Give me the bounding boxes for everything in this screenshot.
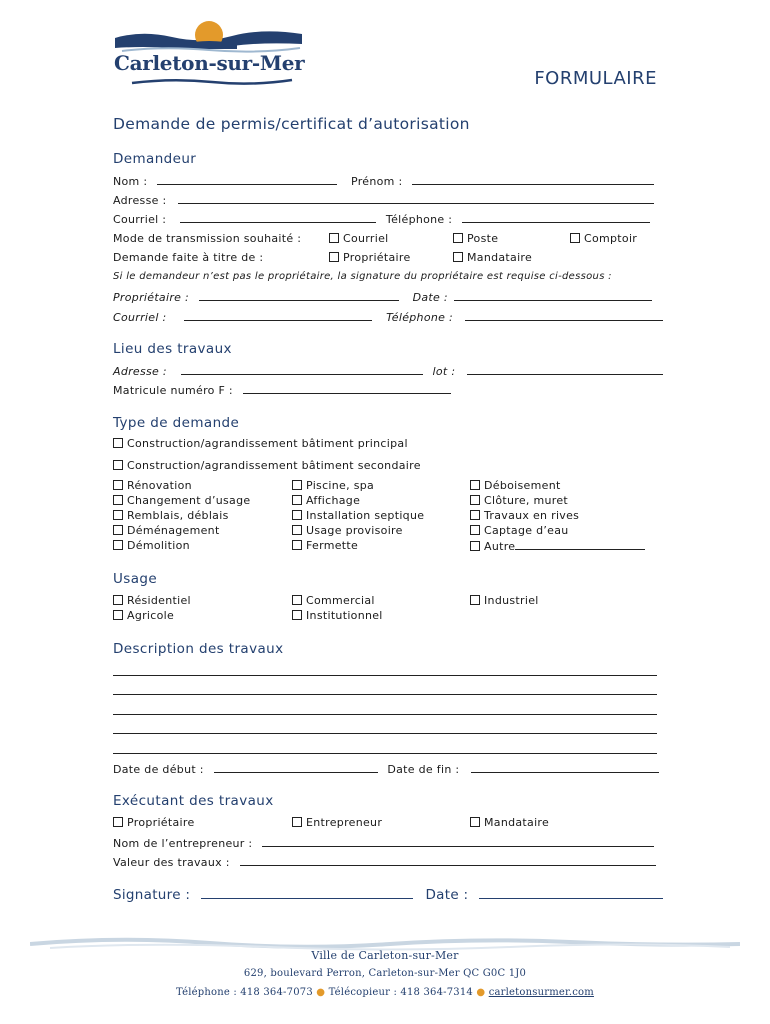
telephone-label: Téléphone :: [386, 311, 453, 324]
proprietaire-label: Propriétaire :: [113, 291, 190, 304]
logo: [112, 18, 307, 88]
checkbox-item[interactable]: [470, 494, 645, 509]
checkbox-item[interactable]: [292, 479, 424, 494]
courriel-label: Courriel :: [113, 213, 167, 226]
proprietaire-date-row: [113, 290, 652, 304]
checkbox-icon: [292, 817, 302, 827]
lieu-adresse-label: Adresse :: [113, 365, 167, 378]
date-field[interactable]: [454, 290, 652, 301]
prenom-field[interactable]: [412, 174, 654, 185]
footer-website-link[interactable]: carletonsurmer.com: [488, 987, 594, 998]
checkbox-label: Construction/agrandissement bâtiment secondaire: [127, 459, 421, 472]
checkbox-label: Courriel: [343, 232, 389, 245]
lot-label: lot :: [432, 365, 456, 378]
checkbox-executant-entrepreneur[interactable]: [292, 816, 382, 829]
checkbox-icon: [113, 525, 123, 535]
dates-row: [113, 762, 659, 776]
section-heading-executant: Exécutant des travaux: [113, 793, 274, 809]
description-line[interactable]: [113, 733, 657, 734]
entrepreneur-label: Nom de l’entrepreneur :: [113, 837, 253, 850]
checkbox-label: Remblais, déblais: [127, 509, 229, 522]
checkbox-label: Usage provisoire: [306, 524, 403, 537]
form-label: FORMULAIRE: [534, 68, 657, 89]
date-fin-field[interactable]: [471, 762, 659, 773]
entrepreneur-row: [113, 836, 654, 850]
checkbox-label: Captage d’eau: [484, 524, 569, 537]
section-heading-type: Type de demande: [113, 415, 240, 431]
checkbox-icon: [470, 495, 480, 505]
footer-fax: Télécopieur : 418 364-7314: [328, 987, 473, 998]
checkbox-mode-comptoir[interactable]: [570, 232, 637, 245]
checkbox-label: Propriétaire: [127, 816, 195, 829]
signature-label: Signature :: [113, 887, 191, 903]
type-column-1: [113, 479, 250, 554]
checkbox-label: Poste: [467, 232, 499, 245]
checkbox-icon: [113, 595, 123, 605]
checkbox-icon: [292, 510, 302, 520]
footer-contact: [0, 987, 770, 998]
checkbox-label: Déboisement: [484, 479, 561, 492]
checkbox-item[interactable]: [470, 479, 645, 494]
checkbox-label: Propriétaire: [343, 251, 411, 264]
telephone-field[interactable]: [462, 212, 650, 223]
matricule-label: Matricule numéro F :: [113, 384, 233, 397]
owner-signature-note: Si le demandeur n’est pas le propriétaire, la signature du propriétaire est requise ci-dessous :: [113, 271, 612, 282]
nom-prenom-row: [113, 174, 654, 188]
checkbox-construction-secondaire[interactable]: [113, 459, 421, 472]
section-heading-lieu: Lieu des travaux: [113, 341, 232, 357]
section-heading-usage: Usage: [113, 571, 158, 587]
courriel-field[interactable]: [180, 212, 376, 223]
checkbox-item[interactable]: [113, 609, 191, 624]
adresse-field[interactable]: [178, 193, 654, 204]
checkbox-executant-mandataire[interactable]: [470, 816, 549, 829]
checkbox-executant-proprietaire[interactable]: [113, 816, 195, 829]
courriel-telephone-row: [113, 212, 650, 226]
usage-column-2: [292, 594, 383, 624]
mode-label: Mode de transmission souhaité :: [113, 232, 302, 245]
courriel-telephone-owner-row: [113, 310, 663, 324]
signature-row: [113, 887, 663, 903]
checkbox-label: Mandataire: [467, 251, 533, 264]
checkbox-item[interactable]: [470, 594, 539, 609]
checkbox-item[interactable]: [292, 539, 424, 554]
autre-field[interactable]: [515, 539, 645, 550]
adresse-label: Adresse :: [113, 194, 167, 207]
checkbox-icon: [470, 525, 480, 535]
checkbox-item[interactable]: [470, 539, 645, 554]
checkbox-label: Clôture, muret: [484, 494, 569, 507]
checkbox-icon: [470, 480, 480, 490]
checkbox-icon: [329, 252, 339, 262]
usage-column-3: [470, 594, 539, 609]
checkbox-label: Résidentiel: [127, 594, 191, 607]
checkbox-icon: [470, 817, 480, 827]
valeur-label: Valeur des travaux :: [113, 856, 230, 869]
checkbox-label: Industriel: [484, 594, 539, 607]
checkbox-icon: [292, 525, 302, 535]
entrepreneur-field[interactable]: [262, 836, 654, 847]
description-line[interactable]: [113, 753, 657, 754]
checkbox-item[interactable]: [113, 494, 250, 509]
checkbox-construction-principal[interactable]: [113, 437, 408, 450]
checkbox-mode-poste[interactable]: [453, 232, 498, 245]
checkbox-label: Déménagement: [127, 524, 220, 537]
section-heading-description: Description des travaux: [113, 641, 284, 657]
checkbox-label: Commercial: [306, 594, 375, 607]
valeur-row: [113, 855, 656, 869]
checkbox-icon: [329, 233, 339, 243]
bullet-icon: ●: [316, 987, 329, 998]
checkbox-label: Construction/agrandissement bâtiment principal: [127, 437, 408, 450]
matricule-field[interactable]: [243, 383, 451, 394]
date-debut-label: Date de début :: [113, 763, 204, 776]
checkbox-label: Fermette: [306, 539, 359, 552]
checkbox-titre-mandataire[interactable]: [453, 251, 532, 264]
checkbox-icon: [470, 510, 480, 520]
checkbox-icon: [292, 495, 302, 505]
checkbox-icon: [453, 252, 463, 262]
description-line[interactable]: [113, 675, 657, 676]
date-fin-label: Date de fin :: [387, 763, 460, 776]
checkbox-item[interactable]: [113, 479, 250, 494]
checkbox-item[interactable]: [292, 594, 383, 609]
checkbox-icon: [113, 510, 123, 520]
checkbox-icon: [292, 595, 302, 605]
adresse-row: [113, 193, 654, 207]
lot-field[interactable]: [467, 364, 663, 375]
nom-label: Nom :: [113, 175, 148, 188]
page-title: Demande de permis/certificat d’autorisation: [113, 115, 470, 133]
checkbox-icon: [113, 460, 123, 470]
courriel-owner-field[interactable]: [184, 310, 372, 321]
checkbox-icon: [113, 480, 123, 490]
checkbox-item[interactable]: [292, 524, 424, 539]
section-heading-demandeur: Demandeur: [113, 151, 197, 167]
checkbox-item[interactable]: [113, 509, 250, 524]
checkbox-label: Agricole: [127, 609, 175, 622]
checkbox-item[interactable]: [113, 539, 250, 554]
checkbox-icon: [113, 610, 123, 620]
signature-field[interactable]: [201, 888, 413, 899]
valeur-field[interactable]: [240, 855, 656, 866]
checkbox-label: Rénovation: [127, 479, 192, 492]
telephone-owner-field[interactable]: [465, 310, 663, 321]
checkbox-icon: [113, 495, 123, 505]
checkbox-item[interactable]: [470, 524, 645, 539]
checkbox-icon: [292, 540, 302, 550]
footer-city: Ville de Carleton-sur-Mer: [311, 949, 459, 962]
checkbox-label: Installation septique: [306, 509, 425, 522]
matricule-row: [113, 383, 451, 397]
footer-telephone: Téléphone : 418 364-7073: [176, 987, 313, 998]
bullet-icon: ●: [476, 987, 489, 998]
type-column-2: [292, 479, 424, 554]
lieu-adresse-row: [113, 364, 663, 378]
type-column-3: [470, 479, 645, 554]
checkbox-icon: [570, 233, 580, 243]
checkbox-label: Entrepreneur: [306, 816, 383, 829]
checkbox-icon: [113, 438, 123, 448]
checkbox-label: Affichage: [306, 494, 361, 507]
description-line[interactable]: [113, 694, 657, 695]
signature-date-field[interactable]: [479, 888, 663, 899]
checkbox-icon: [292, 610, 302, 620]
checkbox-label: Piscine, spa: [306, 479, 375, 492]
checkbox-mode-courriel[interactable]: [329, 232, 389, 245]
checkbox-icon: [470, 595, 480, 605]
checkbox-label: Autre: [484, 540, 516, 553]
checkbox-item[interactable]: [292, 509, 424, 524]
checkbox-label: Travaux en rives: [484, 509, 580, 522]
date-label: Date :: [412, 291, 448, 304]
checkbox-item[interactable]: [470, 509, 645, 524]
checkbox-label: Comptoir: [584, 232, 638, 245]
checkbox-icon: [113, 817, 123, 827]
titre-label: Demande faite à titre de :: [113, 251, 264, 264]
signature-date-label: Date :: [425, 887, 469, 903]
checkbox-item[interactable]: [292, 609, 383, 624]
prenom-label: Prénom :: [350, 175, 403, 188]
checkbox-item[interactable]: [113, 524, 250, 539]
checkbox-label: Démolition: [127, 539, 190, 552]
checkbox-icon: [453, 233, 463, 243]
checkbox-label: Mandataire: [484, 816, 550, 829]
date-debut-field[interactable]: [214, 762, 378, 773]
checkbox-icon: [113, 540, 123, 550]
footer-address: 629, boulevard Perron, Carleton-sur-Mer QC G0C 1J0: [243, 968, 527, 979]
description-line[interactable]: [113, 714, 657, 715]
lieu-adresse-field[interactable]: [181, 364, 423, 375]
checkbox-label: Changement d’usage: [127, 494, 251, 507]
checkbox-item[interactable]: [292, 494, 424, 509]
nom-field[interactable]: [157, 174, 337, 185]
proprietaire-field[interactable]: [199, 290, 399, 301]
checkbox-titre-proprietaire[interactable]: [329, 251, 411, 264]
telephone-label: Téléphone :: [385, 213, 453, 226]
usage-column-1: [113, 594, 191, 624]
checkbox-item[interactable]: [113, 594, 191, 609]
checkbox-icon: [292, 480, 302, 490]
checkbox-label: Institutionnel: [306, 609, 383, 622]
checkbox-icon: [470, 541, 480, 551]
logo-text: Carleton-sur-Mer: [114, 51, 305, 75]
courriel-label: Courriel :: [113, 311, 167, 324]
